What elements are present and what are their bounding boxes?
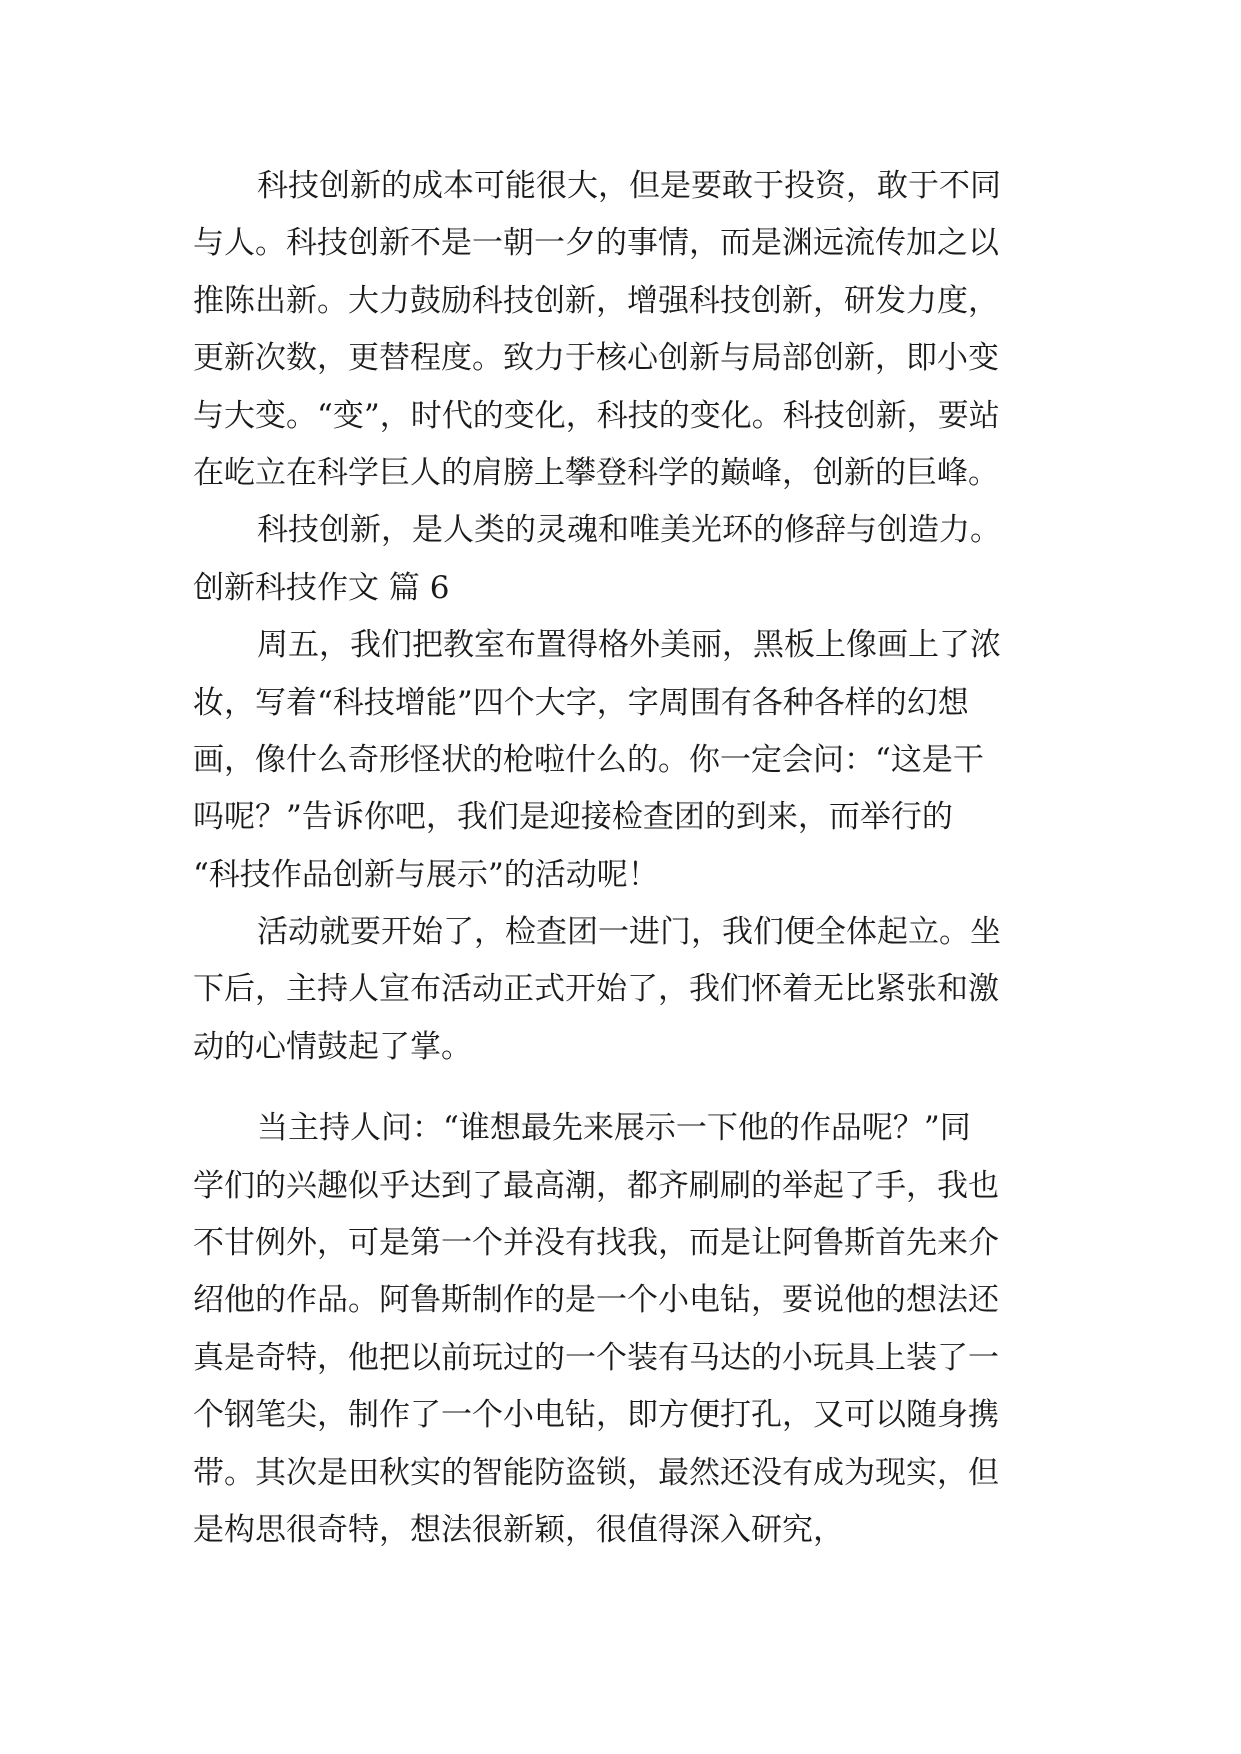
text-line: “科技作品创新与展示”的活动呢！ — [193, 856, 659, 893]
text-line: 科技创新的成本可能很大，但是要敢于投资，敢于不同 — [257, 168, 1001, 204]
text-line: 与人。科技创新不是一朝一夕的事情，而是渊远流传加之以 — [193, 225, 999, 262]
text-line: 个钢笔尖，制作了一个小电钻，即方便打孔，又可以随身携 — [193, 1397, 999, 1434]
text-line: 周五，我们把教室布置得格外美丽，黑板上像画上了浓 — [257, 627, 1001, 664]
text-line: 吗呢？”告诉你吧，我们是迎接检查团的到来，而举行的 — [193, 799, 953, 836]
paragraph-gap — [193, 1076, 1073, 1100]
text-line: 带。其次是田秋实的智能防盗锁，最然还没有成为现实，但 — [193, 1454, 999, 1491]
text-line: 推陈出新。大力鼓励科技创新，增强科技创新，研发力度， — [193, 282, 999, 319]
document-body — [193, 158, 1073, 1559]
section-heading: 创新科技作文 篇 6 — [193, 569, 450, 606]
text-line: 在屹立在科学巨人的肩膀上攀登科学的巅峰，创新的巨峰。 — [193, 454, 999, 491]
text-line: 画，像什么奇形怪状的枪啦什么的。你一定会问：“这是干 — [193, 741, 984, 778]
text-line: 活动就要开始了，检查团一进门，我们便全体起立。坐 — [257, 914, 1001, 951]
text-line: 绍他的作品。阿鲁斯制作的是一个小电钻，要说他的想法还 — [193, 1282, 999, 1319]
text-line: 更新次数，更替程度。致力于核心创新与局部创新，即小变 — [193, 340, 999, 377]
text-line: 妆，写着“科技增能”四个大字，字周围有各种各样的幻想 — [193, 684, 969, 721]
text-line: 动的心情鼓起了掌。 — [193, 1028, 472, 1065]
text-line: 科技创新，是人类的灵魂和唯美光环的修辞与创造力。 — [257, 512, 1001, 549]
text-line: 真是奇特，他把以前玩过的一个装有马达的小玩具上装了一 — [193, 1339, 999, 1376]
text-line: 不甘例外，可是第一个并没有找我，而是让阿鲁斯首先来介 — [193, 1225, 999, 1262]
text-line: 与大变。“变”，时代的变化，科技的变化。科技创新，要站 — [193, 397, 1000, 434]
text-line: 是构思很奇特，想法很新颖，很值得深入研究， — [193, 1511, 844, 1548]
text-line: 当主持人问：“谁想最先来展示一下他的作品呢？”同 — [257, 1110, 971, 1147]
text-line: 下后，主持人宣布活动正式开始了，我们怀着无比紧张和激 — [193, 971, 999, 1008]
text-line: 学们的兴趣似乎达到了最高潮，都齐刷刷的举起了手，我也 — [193, 1167, 999, 1204]
